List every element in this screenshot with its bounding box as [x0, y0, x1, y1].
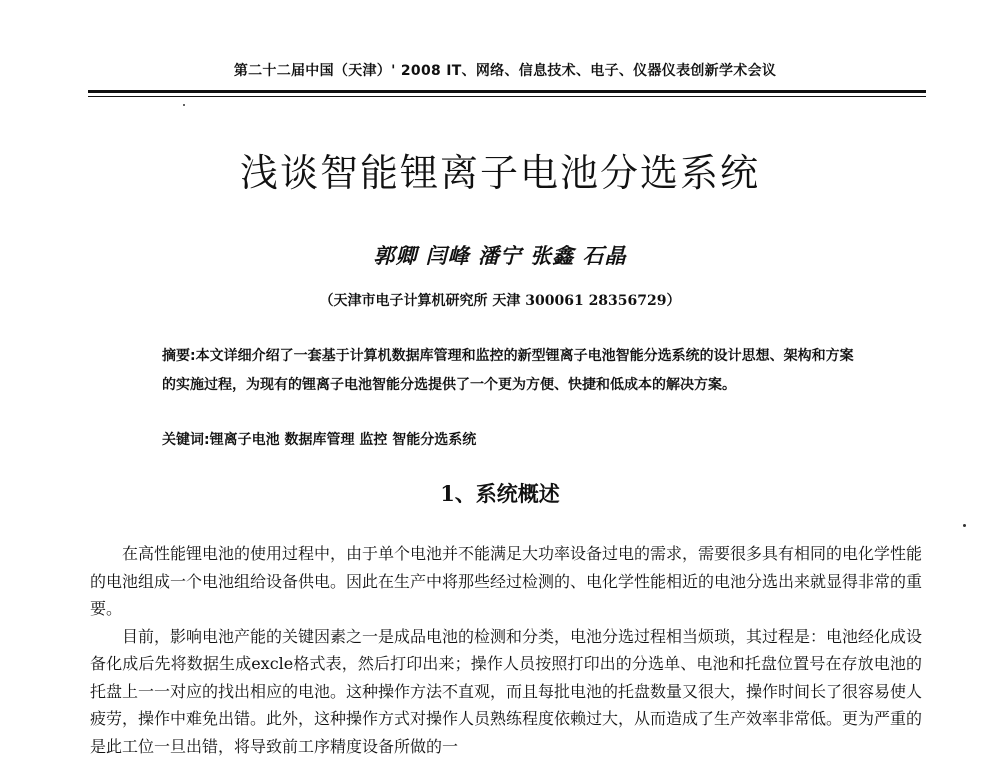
abstract-text: 本文详细介绍了一套基于计算机数据库管理和监控的新型锂离子电池智能分选系统的设计思想、架构和方案的实施过程，为现有的锂离子电池智能分选提供了一个更为方便、快捷和低成本的解决方案。	[162, 348, 854, 393]
paper-affiliation: （天津市电子计算机研究所 天津 300061 28356729）	[319, 293, 681, 309]
keywords-label: 关键词:	[162, 432, 210, 448]
scan-speck	[183, 104, 185, 106]
body-paragraph: 在高性能锂电池的使用过程中，由于单个电池并不能满足大功率设备过电的需求，需要很多具有相同的电化学性能的电池组成一个电池组给设备供电。因此在生产中将那些经过检测的、电化学性能相近的电池分选出来就显得非常的重要。	[90, 544, 923, 618]
header-rule-thick	[88, 90, 926, 93]
keywords	[162, 429, 862, 449]
keywords-text: 锂离子电池 数据库管理 监控 智能分选系统	[209, 432, 477, 448]
body-paragraph: 目前，影响电池产能的关键因素之一是成品电池的检测和分类，电池分选过程相当烦琐，其过程是：电池经化成设备化成后先将数据生成excle格式表，然后打印出来；操作人员按照打印出的分选单、电池和托盘位置号在存放电池的托盘上一一对应的找出相应的电池。这种操作方法不直观，而且每批电池的托盘数量又很大，操作时间长了很容易使人疲劳，操作中难免出错。此外，这种操作方式对操作人员熟练程度依赖过大，从而造成了生产效率非常低。更为严重的是此工位一旦出错，将导致前工序精度设备所做的一	[90, 626, 923, 756]
header-rule-thin	[88, 96, 926, 97]
scan-speck	[963, 524, 966, 527]
abstract	[162, 342, 862, 400]
running-header: 第二十二届中国（天津）' 2008 IT、网络、信息技术、电子、仪器仪表创新学术会议	[233, 63, 777, 79]
abstract-label: 摘要:	[162, 348, 196, 364]
section-body	[90, 540, 922, 760]
paper-title: 浅谈智能锂离子电池分选系统	[239, 151, 760, 195]
section-heading: 1、系统概述	[440, 481, 560, 506]
paper-authors: 郭卿 闫峰 潘宁 张鑫 石晶	[373, 243, 627, 268]
